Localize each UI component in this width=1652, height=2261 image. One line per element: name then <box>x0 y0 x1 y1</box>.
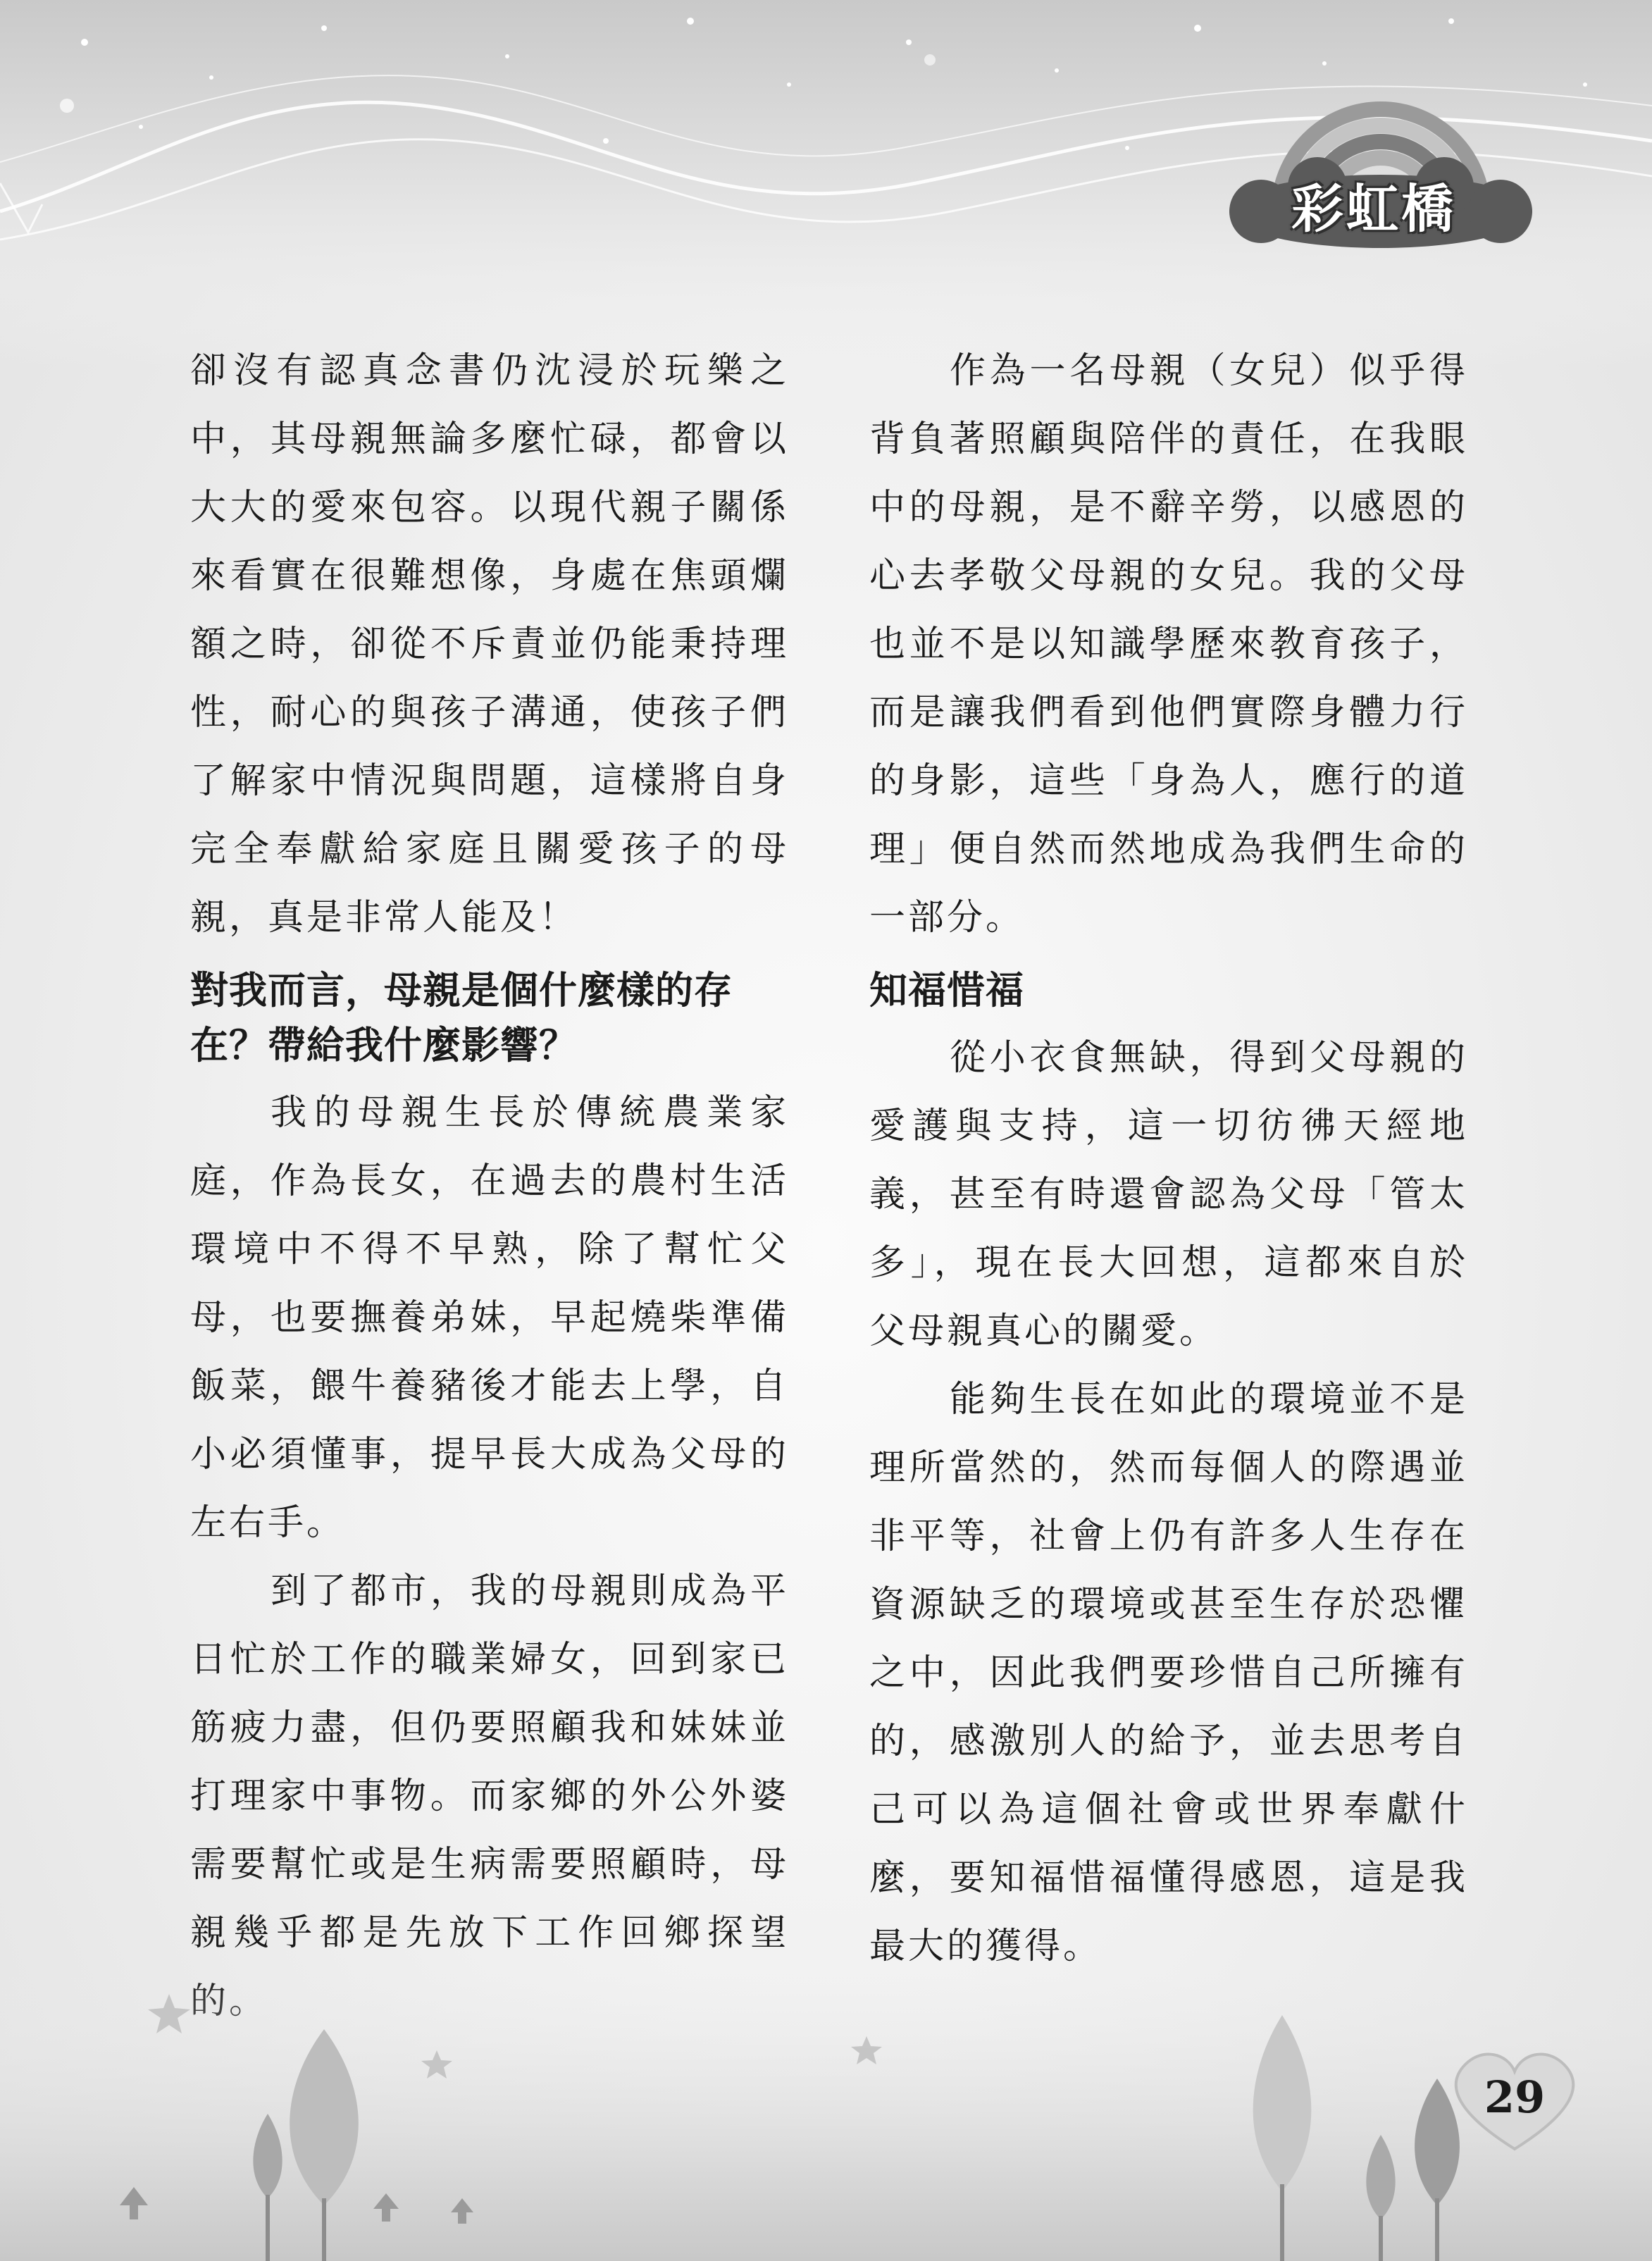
page-number: 29 <box>1484 2071 1546 2123</box>
left-paragraph-1: 卻沒有認真念書仍沈浸於玩樂之中，其母親無論多麼忙碌，都會以大大的愛來包容。以現代親子關係來看實在很難想像，身處在焦頭爛額之時，卻從不斥責並仍能秉持理性，耐心的與孩子溝通，使孩子們了解家中情況與問題，這樣將自身完全奉獻給家庭且關愛孩子的母親，真是非常人能及！ <box>190 350 789 939</box>
right-section-heading: 知福惜福 <box>869 968 1024 1012</box>
left-section-heading: 對我而言，母親是個什麼樣的存在？帶給我什麼影響？ <box>190 968 733 1067</box>
left-paragraph-3: 到了都市，我的母親則成為平日忙於工作的職業婦女，回到家已筋疲力盡，但仍要照顧我和妹妹並打理家中事物。而家鄉的外公外婆需要幫忙或是生病需要照顧時，母親幾乎都是先放下工作回鄉探望 <box>190 1571 789 1954</box>
section-badge-label: 彩虹橋 <box>1291 179 1456 240</box>
left-paragraph-2: 我的母親生長於傳統農業家庭，作為長女，在過去的農村生活環境中不得不早熟，除了幫忙父母，也要撫養弟妹，早起燒柴準備飯菜，餵牛養豬後才能去上學，自小必須懂事，提早長大成為父母的左右手。 <box>190 1092 789 1544</box>
right-paragraph-1: 作為一名母親（女兒）似乎得背負著照顧與陪伴的責任，在我眼中的母親，是不辭辛勞，以感恩的心去孝敬父母親的女兒。我的父母也並不是以知識學歷來教育孩子，而是讓我們看到他們實際身體力行的身影，這些「身為人，應行的道理」便自然而然地成為我們生命的一部分。 <box>869 350 1468 939</box>
trees-and-grass-illustration <box>0 1973 1652 2261</box>
right-column <box>869 337 1468 1981</box>
right-paragraph-3: 能夠生長在如此的環境並不是理所當然的，然而每個人的際遇並非平等，社會上仍有許多人生存在資源缺乏的環境或甚至生存於恐懼之中，因此我們要珍惜自己所擁有的，感激別人的給予，並去思考自己可以為這個社會或世界奉獻什麼，要知福惜福懂得感恩，這是我最大的獲得。 <box>869 1379 1468 1967</box>
right-paragraph-2: 從小衣食無缺，得到父母親的愛護與支持，這一切彷彿天經地義，甚至有時還會認為父母「管太多」，現在長大回想，這都來自於父母親真心的關愛。 <box>869 1037 1468 1352</box>
left-column <box>190 337 789 2036</box>
